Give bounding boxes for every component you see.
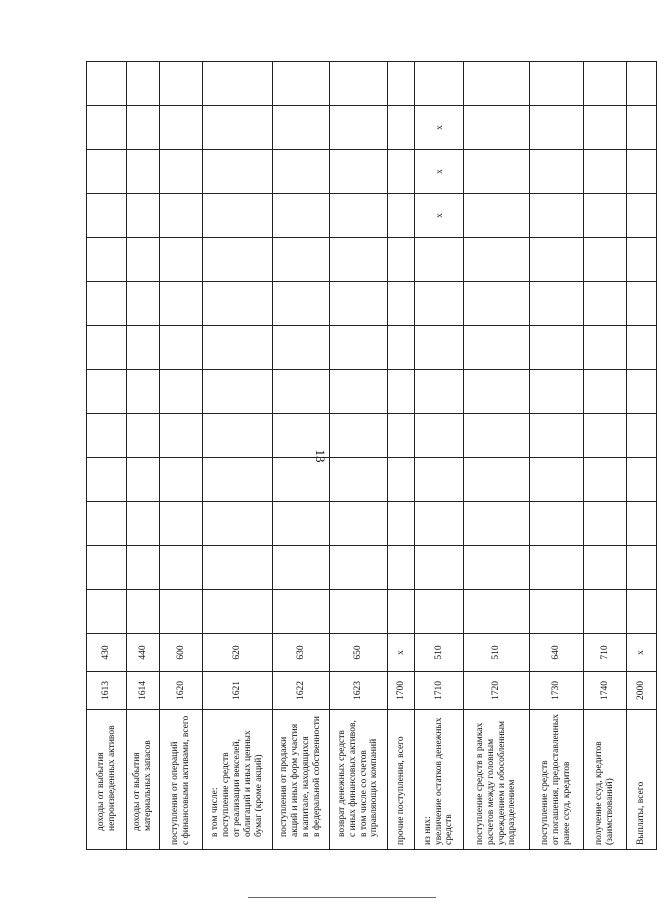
row-code: 1710	[415, 672, 464, 710]
value-cell	[530, 326, 584, 370]
row-name-line: поступление средств в рамках	[474, 722, 485, 845]
row-code: 2000	[627, 672, 657, 710]
row-kosgu-code: x	[388, 634, 415, 672]
row-name	[415, 710, 464, 850]
value-cell	[87, 150, 127, 194]
row-name	[203, 710, 273, 850]
value-cell	[87, 414, 127, 458]
row-name-line: получение ссуд, кредитов	[594, 741, 605, 845]
row-name-line: учреждением и обособленным	[496, 721, 507, 845]
value-cell	[273, 458, 330, 502]
value-cell	[273, 326, 330, 370]
value-cell	[87, 194, 127, 238]
row-code: 1614	[127, 672, 160, 710]
value-cell	[464, 326, 530, 370]
value-cell	[273, 282, 330, 326]
value-cell	[160, 370, 203, 414]
value-cell	[584, 458, 627, 502]
value-cell	[464, 150, 530, 194]
value-cell	[464, 546, 530, 590]
value-cell	[530, 150, 584, 194]
value-cell	[127, 238, 160, 282]
value-cell	[330, 546, 388, 590]
table-row	[203, 62, 273, 850]
value-cell	[627, 106, 657, 150]
table-row	[415, 62, 464, 850]
value-cell	[584, 194, 627, 238]
row-code: 1613	[87, 672, 127, 710]
value-cell	[160, 590, 203, 634]
value-cell	[87, 502, 127, 546]
value-cell	[330, 590, 388, 634]
value-cell	[160, 106, 203, 150]
row-kosgu-code: 510	[415, 634, 464, 672]
value-cell	[127, 282, 160, 326]
row-name-line: непроизведенных активов	[106, 725, 117, 831]
value-cell	[388, 194, 415, 238]
value-cell	[388, 546, 415, 590]
row-name-line: облигаций и иных ценных	[242, 730, 253, 837]
value-cell	[627, 282, 657, 326]
value-cell	[127, 106, 160, 150]
value-cell	[415, 502, 464, 546]
value-cell	[415, 238, 464, 282]
value-cell	[415, 62, 464, 106]
table-row	[160, 62, 203, 850]
value-cell	[330, 62, 388, 106]
value-cell	[160, 150, 203, 194]
table-row	[584, 62, 627, 850]
value-cell	[330, 370, 388, 414]
table-row	[627, 62, 657, 850]
value-cell	[388, 414, 415, 458]
value-cell	[273, 590, 330, 634]
value-cell	[627, 370, 657, 414]
value-cell	[160, 62, 203, 106]
row-name-line: средств	[444, 814, 455, 845]
value-cell	[203, 590, 273, 634]
value-cell	[530, 238, 584, 282]
value-cell	[627, 458, 657, 502]
value-cell	[330, 150, 388, 194]
row-name-line: акций и иных форм участия	[290, 723, 301, 837]
value-cell	[627, 238, 657, 282]
value-cell	[530, 414, 584, 458]
row-name-line: в том числе со счетов	[358, 750, 369, 837]
row-name-line: в том числе:	[210, 787, 221, 837]
value-cell	[273, 194, 330, 238]
value-cell	[627, 502, 657, 546]
value-cell	[530, 106, 584, 150]
row-name-line: поступление средств	[540, 760, 551, 845]
value-cell	[415, 590, 464, 634]
value-cell	[584, 62, 627, 106]
row-name-line: в федеральной собственности	[311, 716, 322, 837]
value-cell	[584, 326, 627, 370]
value-cell	[203, 150, 273, 194]
value-cell	[530, 194, 584, 238]
row-code: 1623	[330, 672, 388, 710]
value-cell	[203, 106, 273, 150]
value-cell	[627, 590, 657, 634]
value-cell	[87, 238, 127, 282]
value-cell	[127, 370, 160, 414]
value-cell	[127, 546, 160, 590]
value-cell	[584, 150, 627, 194]
value-cell	[415, 458, 464, 502]
value-cell: x	[415, 106, 464, 150]
row-code: 1621	[203, 672, 273, 710]
value-cell	[127, 326, 160, 370]
value-cell	[388, 590, 415, 634]
value-cell	[330, 238, 388, 282]
value-cell	[330, 414, 388, 458]
value-cell	[87, 370, 127, 414]
row-name-line: расчетов между головным	[485, 738, 496, 845]
footer-rule	[248, 897, 436, 898]
value-cell	[627, 414, 657, 458]
row-name-line: поступления от продажи	[279, 736, 290, 837]
row-name-line: бумаг (кроме акций)	[253, 754, 264, 837]
row-code: 1720	[464, 672, 530, 710]
value-cell	[388, 502, 415, 546]
value-cell	[330, 502, 388, 546]
value-cell	[87, 458, 127, 502]
value-cell	[530, 62, 584, 106]
value-cell	[388, 282, 415, 326]
row-name-line: (заимствований)	[605, 778, 615, 845]
value-cell	[530, 282, 584, 326]
value-cell	[203, 326, 273, 370]
value-cell: x	[415, 194, 464, 238]
row-kosgu-code: 430	[87, 634, 127, 672]
value-cell	[584, 502, 627, 546]
table-row	[464, 62, 530, 850]
row-name-line: увеличение остатков денежных	[433, 717, 444, 845]
value-cell	[330, 282, 388, 326]
value-cell	[388, 370, 415, 414]
value-cell	[627, 150, 657, 194]
row-name	[330, 710, 388, 850]
table-row	[330, 62, 388, 850]
row-name-line: доходы от выбытия	[95, 752, 106, 831]
value-cell	[203, 282, 273, 326]
row-kosgu-code: 650	[330, 634, 388, 672]
row-name	[464, 710, 530, 850]
value-cell	[160, 282, 203, 326]
value-cell	[273, 370, 330, 414]
row-name-line: поступление средств	[221, 752, 232, 837]
row-kosgu-code: 440	[127, 634, 160, 672]
table-row	[530, 62, 584, 850]
value-cell	[87, 106, 127, 150]
row-name	[127, 710, 160, 850]
value-cell	[87, 546, 127, 590]
value-cell	[330, 458, 388, 502]
row-name-line: с финансовыми активами, всего	[181, 715, 191, 845]
value-cell	[273, 238, 330, 282]
value-cell	[160, 502, 203, 546]
value-cell	[627, 194, 657, 238]
row-name	[87, 710, 127, 850]
row-name-line: Выплаты, всего	[636, 781, 647, 845]
value-cell	[415, 414, 464, 458]
row-name-line: от погашения, предоставленных	[551, 714, 562, 845]
value-cell	[388, 238, 415, 282]
value-cell	[87, 282, 127, 326]
page-number: 13	[313, 449, 328, 463]
value-cell	[415, 326, 464, 370]
value-cell	[203, 238, 273, 282]
row-name	[273, 710, 330, 850]
table-row	[388, 62, 415, 850]
value-cell	[273, 150, 330, 194]
value-cell	[203, 370, 273, 414]
value-cell	[464, 62, 530, 106]
value-cell	[388, 62, 415, 106]
value-cell	[127, 194, 160, 238]
value-cell	[584, 546, 627, 590]
financial-plan-table	[86, 61, 657, 850]
row-code: 1700	[388, 672, 415, 710]
value-cell	[330, 326, 388, 370]
row-kosgu-code: 620	[203, 634, 273, 672]
value-cell	[627, 326, 657, 370]
row-kosgu-code: 600	[160, 634, 203, 672]
row-name-line: ранее ссуд, кредитов	[561, 761, 572, 845]
value-cell	[584, 414, 627, 458]
value-cell	[388, 106, 415, 150]
row-name-line: в капитале, находящихся	[301, 736, 311, 837]
value-cell	[464, 194, 530, 238]
value-cell	[627, 62, 657, 106]
value-cell	[530, 370, 584, 414]
row-name-line: доходы от выбытия	[132, 752, 143, 831]
value-cell	[464, 370, 530, 414]
value-cell	[203, 194, 273, 238]
value-cell	[584, 106, 627, 150]
row-name-line: прочие поступления, всего	[395, 736, 406, 845]
row-name-line: с иных финансовых активов,	[347, 720, 358, 837]
table-row	[87, 62, 127, 850]
row-name	[530, 710, 584, 850]
row-name-line: материальных запасов	[143, 740, 153, 831]
value-cell	[273, 502, 330, 546]
value-cell	[530, 590, 584, 634]
row-kosgu-code: 510	[464, 634, 530, 672]
value-cell	[127, 590, 160, 634]
value-cell	[203, 546, 273, 590]
value-cell	[87, 326, 127, 370]
value-cell	[464, 238, 530, 282]
value-cell	[627, 546, 657, 590]
value-cell	[87, 62, 127, 106]
value-cell	[464, 502, 530, 546]
value-cell	[203, 458, 273, 502]
value-cell	[127, 458, 160, 502]
value-cell	[464, 106, 530, 150]
value-cell	[530, 502, 584, 546]
row-code: 1620	[160, 672, 203, 710]
row-name-line: поступления от операций	[170, 741, 181, 845]
value-cell	[127, 502, 160, 546]
value-cell	[584, 238, 627, 282]
value-cell	[388, 150, 415, 194]
table-row	[127, 62, 160, 850]
value-cell	[273, 546, 330, 590]
value-cell	[127, 150, 160, 194]
value-cell	[464, 282, 530, 326]
row-name-line: из них:	[422, 816, 433, 845]
row-name	[584, 710, 627, 850]
value-cell	[388, 326, 415, 370]
value-cell	[330, 106, 388, 150]
value-cell	[160, 238, 203, 282]
value-cell	[330, 194, 388, 238]
row-kosgu-code: x	[627, 634, 657, 672]
row-name-line: управляющих компаний	[369, 738, 380, 837]
row-code: 1730	[530, 672, 584, 710]
value-cell	[415, 282, 464, 326]
value-cell	[530, 546, 584, 590]
value-cell	[273, 414, 330, 458]
row-name-line: подразделением	[507, 779, 518, 845]
value-cell	[160, 414, 203, 458]
row-name	[627, 710, 657, 850]
row-code: 1622	[273, 672, 330, 710]
value-cell	[160, 546, 203, 590]
value-cell	[415, 546, 464, 590]
value-cell	[203, 414, 273, 458]
row-kosgu-code: 710	[584, 634, 627, 672]
value-cell	[584, 590, 627, 634]
value-cell	[160, 326, 203, 370]
value-cell	[127, 414, 160, 458]
table-row	[273, 62, 330, 850]
value-cell	[160, 194, 203, 238]
row-kosgu-code: 640	[530, 634, 584, 672]
value-cell: x	[415, 150, 464, 194]
value-cell	[584, 370, 627, 414]
value-cell	[87, 590, 127, 634]
row-name-line: возврат денежных средств	[336, 730, 347, 837]
value-cell	[273, 106, 330, 150]
value-cell	[160, 458, 203, 502]
value-cell	[127, 62, 160, 106]
row-code: 1740	[584, 672, 627, 710]
row-name	[388, 710, 415, 850]
value-cell	[464, 590, 530, 634]
row-name-line: от реализации векселей,	[232, 739, 243, 837]
row-name	[160, 710, 203, 850]
row-kosgu-code: 630	[273, 634, 330, 672]
value-cell	[203, 502, 273, 546]
value-cell	[464, 458, 530, 502]
value-cell	[415, 370, 464, 414]
rotated-table-wrapper	[86, 62, 647, 850]
value-cell	[273, 62, 330, 106]
value-cell	[203, 62, 273, 106]
value-cell	[584, 282, 627, 326]
value-cell	[530, 458, 584, 502]
value-cell	[388, 458, 415, 502]
value-cell	[464, 414, 530, 458]
